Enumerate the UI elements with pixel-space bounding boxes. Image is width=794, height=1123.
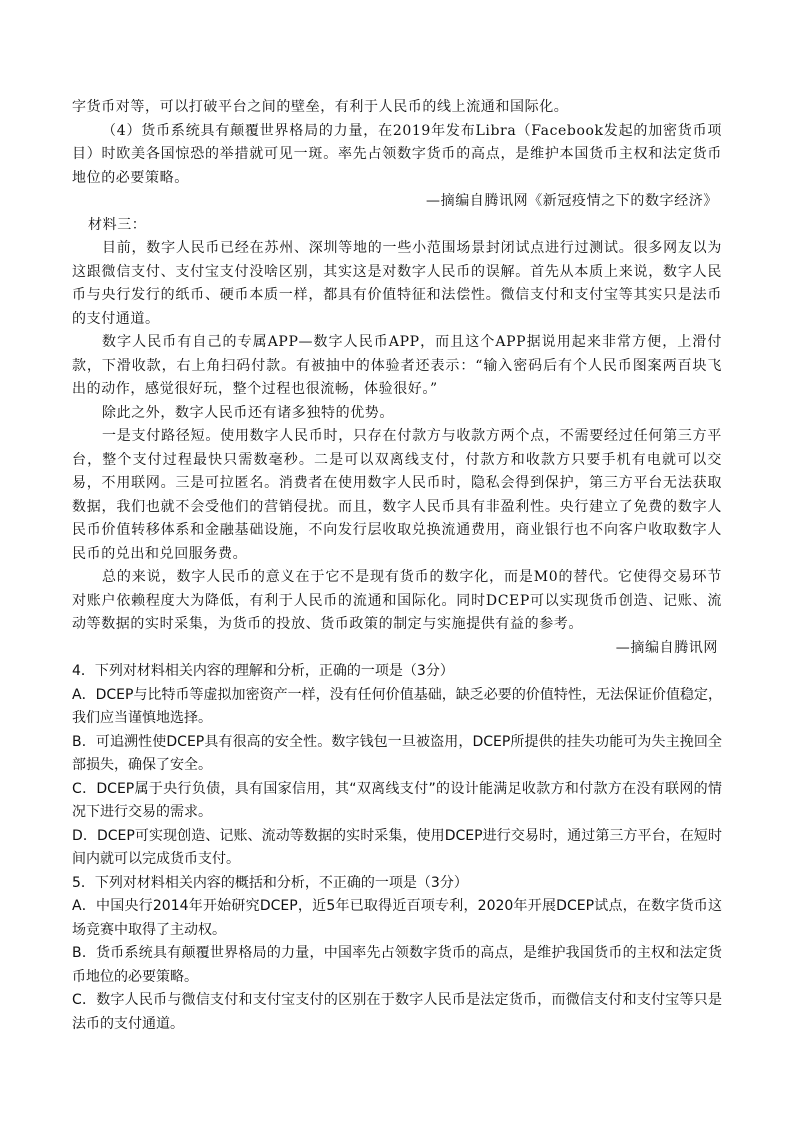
question-4-option-a: A．DCEP与比特币等虚拟加密资产一样，没有任何价值基础，缺乏必要的价值特性，无法保证价值稳定，我们应当谨慎地选择。 (72, 686, 722, 726)
material3-paragraph: 除此之外，数字人民币还有诸多独特的优势。 (102, 404, 394, 421)
material3-source: —摘编自腾讯网 (615, 639, 718, 656)
question-4-option-b: B．可追溯性使DCEP具有很高的安全性。数字钱包一旦被盗用，DCEP所提供的挂失功能可为失主挽回全部损失，确保了安全。 (72, 733, 722, 773)
question-5-option-a: A．中国央行2014年开始研究DCEP，近5年已取得近百项专利，2020年开展DCEP试点，在数字货币这场竞赛中取得了主动权。 (72, 898, 722, 938)
material3-label: 材料三： (88, 216, 147, 233)
material2-tail: 字货币对等，可以打破平台之间的壁垒，有利于人民币的线上流通和国际化。 (72, 99, 569, 115)
material3-paragraph: 一是支付路径短。使用数字人民币时，只存在付款方与收款方两个点，不需要经过任何第三方平台，整个支付过程最快只需数毫秒。二是可以双离线支付，付款方和收款方只要手机有电就可以交易，不用联网。三是可拉匿名。消费者在使用数字人民币时，隐私会得到保护，第三方平台无法获取数据，我们也就不会受他们的营销侵扰。而且，数字人民币具有非盈利性。央行建立了免费的数字人民币价值转移体系和金融基础设施，不向发行层收取兑换流通费用，商业银行也不向客户收取数字人民币的兑出和兑回服务费。 (72, 428, 722, 562)
material3-paragraph: 数字人民币有自己的专属APP—数字人民币APP，而且这个APP据说用起来非常方便，上滑付款，下滑收款，右上角扫码付款。有被抽中的体验者还表示：“输入密码后有个人民币图案两百块飞出的动作，感觉很好玩，整个过程也很流畅，体验很好。” (72, 334, 722, 397)
material3-paragraph: 目前，数字人民币已经在苏州、深圳等地的一些小范围场景封闭试点进行过测试。很多网友以为这跟微信支付、支付宝支付没啥区别，其实这是对数字人民币的误解。首先从本质上来说，数字人民币与央行发行的纸币、硬币本质一样，都具有价值特征和法偿性。微信支付和支付宝等其实只是法币的支付通道。 (72, 240, 722, 327)
material3-paragraph: 总的来说，数字人民币的意义在于它不是现有货币的数字化，而是M0的替代。它使得交易环节对账户依赖程度大为降低，有利于人民币的流通和国际化。同时DCEP可以实现货币创造、记账、流动等数据的实时采集，为货币的投放、货币政策的制定与实施提供有益的参考。 (72, 569, 722, 632)
material2-source: —摘编自腾讯网《新冠疫情之下的数字经济》 (426, 193, 718, 209)
question-5-option-c: C．数字人民币与微信支付和支付宝支付的区别在于数字人民币是法定货币，而微信支付和支付宝等只是法币的支付通道。 (72, 992, 722, 1032)
question-5-stem: 5．下列对材料相关内容的概括和分析，不正确的一项是（3分） (72, 874, 468, 891)
material2-point4: （4）货币系统具有颠覆世界格局的力量，在2019年发布Libra（Facebook发起的加密货币项目）时欧美各国惊恐的举措就可见一斑。率先占领数字货币的高点，是维护本国货币主权和法定货币地位的必要策略。 (72, 122, 722, 186)
question-5-option-b: B．货币系统具有颠覆世界格局的力量，中国率先占领数字货币的高点，是维护我国货币的主权和法定货币地位的必要策略。 (72, 945, 722, 985)
question-4-option-d: D．DCEP可实现创造、记账、流动等数据的实时采集，使用DCEP进行交易时，通过第三方平台，在短时间内就可以完成货币支付。 (72, 827, 722, 867)
question-4-option-c: C．DCEP属于央行负债，具有国家信用，其“双离线支付”的设计能满足收款方和付款方在没有联网的情况下进行交易的需求。 (72, 780, 722, 820)
question-4-stem: 4．下列对材料相关内容的理解和分析，正确的一项是（3分） (72, 663, 454, 679)
